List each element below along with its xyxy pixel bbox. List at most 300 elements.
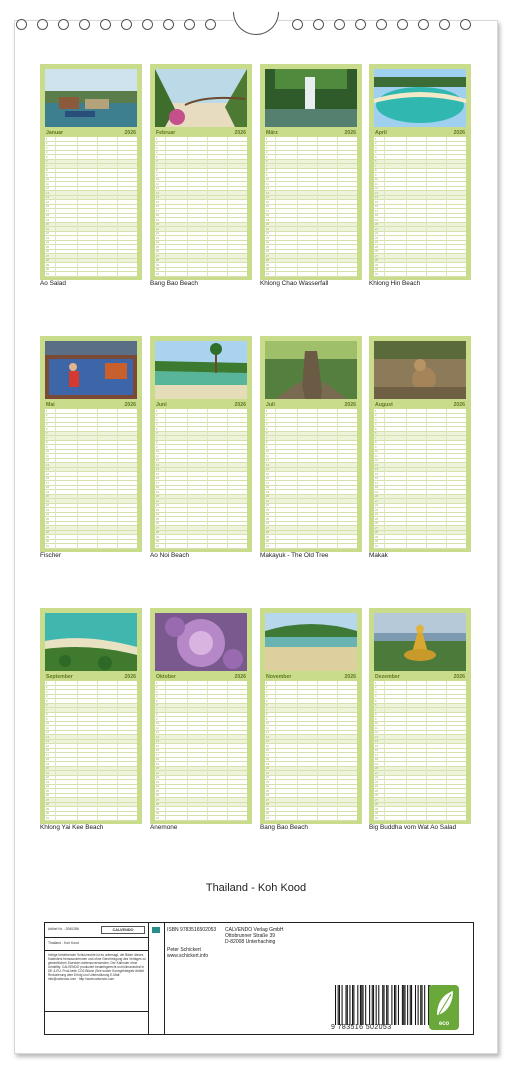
- day-row: 24: [155, 241, 247, 246]
- month-photo: [155, 341, 247, 399]
- day-row: 1: [45, 409, 137, 414]
- day-row: 31: [45, 272, 137, 277]
- day-row: 30: [155, 812, 247, 817]
- day-row: 14: [155, 468, 247, 473]
- month-header: [155, 672, 247, 681]
- spiral-binding: [0, 12, 512, 38]
- day-row: 8: [45, 713, 137, 718]
- brand-mark-icon: [152, 927, 160, 933]
- binding-ring: [397, 19, 408, 30]
- day-row: 18: [45, 214, 137, 219]
- publisher-city: D-82008 Unterhaching: [225, 939, 276, 945]
- day-row: 1: [155, 409, 247, 414]
- day-row: 22: [45, 232, 137, 237]
- day-row: 24: [374, 513, 466, 518]
- day-row: 26: [155, 794, 247, 799]
- day-row: 14: [45, 740, 137, 745]
- day-row: 23: [374, 780, 466, 785]
- day-row: 24: [155, 785, 247, 790]
- day-row: 23: [155, 780, 247, 785]
- day-row: 6: [374, 704, 466, 709]
- day-row: 20: [45, 767, 137, 772]
- day-row: 28: [45, 259, 137, 264]
- day-row: 16: [155, 477, 247, 482]
- day-row: 27: [265, 254, 357, 259]
- day-row: 2: [45, 414, 137, 419]
- day-row: 28: [45, 803, 137, 808]
- hanger-hook: [233, 12, 279, 35]
- brand-logo: [101, 926, 145, 934]
- day-row: 14: [374, 468, 466, 473]
- day-row: 4: [374, 695, 466, 700]
- day-row: 13: [155, 191, 247, 196]
- month-card: [260, 608, 362, 824]
- photo-caption: Big Buddha vom Wat Ao Salad: [369, 824, 457, 831]
- day-row: 15: [155, 472, 247, 477]
- day-row: 27: [265, 798, 357, 803]
- day-row: 12: [155, 459, 247, 464]
- month-year: 2026: [344, 673, 356, 680]
- binding-ring: [292, 19, 303, 30]
- month-photo: [265, 341, 357, 399]
- day-row: 5: [155, 427, 247, 432]
- day-row: 9: [265, 173, 357, 178]
- day-row: 4: [45, 423, 137, 428]
- day-row: 16: [45, 205, 137, 210]
- photo-caption: Makayuk - The Old Tree: [260, 552, 329, 559]
- product-line: Thailand - Koh Kood: [48, 941, 79, 945]
- day-row: 20: [265, 495, 357, 500]
- day-row: 6: [45, 704, 137, 709]
- day-row: 30: [265, 540, 357, 545]
- day-row: 14: [155, 196, 247, 201]
- day-row: 20: [155, 223, 247, 228]
- day-row: 26: [265, 250, 357, 255]
- day-row: 20: [374, 767, 466, 772]
- month-name: März: [266, 129, 278, 136]
- day-row: 4: [155, 423, 247, 428]
- day-row: 2: [265, 686, 357, 691]
- day-row: 19: [45, 218, 137, 223]
- day-row: 12: [155, 731, 247, 736]
- day-row: 7: [45, 436, 137, 441]
- day-planner-grid: [155, 137, 247, 277]
- day-row: 13: [265, 463, 357, 468]
- month-photo: [374, 341, 466, 399]
- month-card: [369, 336, 471, 552]
- day-row: 24: [45, 785, 137, 790]
- day-row: 19: [155, 490, 247, 495]
- photo-caption: Bang Bao Beach: [260, 824, 308, 831]
- day-row: 9: [265, 717, 357, 722]
- day-row: 17: [155, 209, 247, 214]
- day-row: 18: [155, 758, 247, 763]
- day-row: 19: [155, 218, 247, 223]
- publisher-block: [225, 927, 284, 945]
- day-row: 11: [374, 454, 466, 459]
- day-row: 19: [265, 762, 357, 767]
- day-row: 21: [374, 227, 466, 232]
- calendar-title: Thailand - Koh Kood: [205, 882, 307, 894]
- day-row: 3: [45, 690, 137, 695]
- month-photo: [45, 69, 137, 127]
- day-row: 26: [374, 522, 466, 527]
- day-row: 15: [45, 744, 137, 749]
- day-row: 5: [265, 427, 357, 432]
- binding-ring: [16, 19, 27, 30]
- month-header: [155, 400, 247, 409]
- day-row: 15: [45, 472, 137, 477]
- month-header: [374, 672, 466, 681]
- day-row: 1: [155, 681, 247, 686]
- day-row: 10: [45, 178, 137, 183]
- day-row: 16: [374, 477, 466, 482]
- binding-ring: [184, 19, 195, 30]
- day-row: 11: [155, 454, 247, 459]
- day-row: 4: [45, 151, 137, 156]
- day-row: 27: [45, 526, 137, 531]
- month-year: 2026: [234, 129, 246, 136]
- day-row: 23: [265, 508, 357, 513]
- day-row: 19: [45, 490, 137, 495]
- day-row: 12: [374, 731, 466, 736]
- month-photo: [265, 613, 357, 671]
- day-row: 26: [374, 794, 466, 799]
- photo-caption: Makak: [369, 552, 388, 559]
- author: Peter Schickert: [167, 947, 201, 953]
- day-row: 9: [265, 445, 357, 450]
- day-row: 16: [265, 749, 357, 754]
- day-row: 15: [374, 200, 466, 205]
- month-header: [155, 128, 247, 137]
- day-row: 24: [155, 513, 247, 518]
- day-row: 30: [265, 268, 357, 273]
- day-row: 9: [155, 717, 247, 722]
- day-row: 16: [265, 205, 357, 210]
- eco-badge: [429, 985, 459, 1030]
- month-header: [45, 128, 137, 137]
- day-row: 9: [45, 445, 137, 450]
- month-year: 2026: [453, 401, 465, 408]
- month-photo: [155, 69, 247, 127]
- day-row: 17: [45, 209, 137, 214]
- day-row: 5: [265, 155, 357, 160]
- day-row: 19: [265, 490, 357, 495]
- day-row: 29: [45, 807, 137, 812]
- product-info-footer: [44, 922, 474, 1035]
- day-row: 4: [265, 695, 357, 700]
- day-row: 12: [45, 459, 137, 464]
- day-planner-grid: [374, 681, 466, 821]
- day-row: 24: [265, 241, 357, 246]
- day-row: 22: [374, 504, 466, 509]
- day-row: 13: [155, 463, 247, 468]
- month-year: 2026: [453, 673, 465, 680]
- month-header: [265, 400, 357, 409]
- day-row: 18: [265, 214, 357, 219]
- day-row: 6: [45, 160, 137, 165]
- day-row: 7: [265, 164, 357, 169]
- photo-caption: Anemone: [150, 824, 178, 831]
- day-row: 6: [155, 432, 247, 437]
- legal-notice: Infolge bestehender Schutzrechte ist es untersagt, die Bilder dieses Kalenders herauszutrennen und ohne Genehmigung des Verlages zu gewerblichen Zwecken weiterzuverwenden. Der Kalender ohne Umstiftty. CALVENDO produziert bedarfsgerecht und klimaneutral in DE & EU. Prod-ketic CO2-Bilanz (See sucter Sonngehbegleir Artikel Reduzierung dem Erfolg und Unterstützung E-Mail: info@calvendo.com · http://www.calvendo.com: [48, 953, 146, 981]
- day-row: 26: [45, 794, 137, 799]
- month-card: [40, 608, 142, 824]
- day-row: 23: [265, 780, 357, 785]
- footer-spacer: [149, 923, 165, 1034]
- day-row: 2: [265, 414, 357, 419]
- day-row: 28: [155, 259, 247, 264]
- day-row: 9: [45, 717, 137, 722]
- month-card: [260, 336, 362, 552]
- day-row: 5: [155, 699, 247, 704]
- month-photo: [374, 69, 466, 127]
- day-row: 31: [45, 816, 137, 821]
- day-row: 21: [45, 499, 137, 504]
- day-row: 21: [374, 499, 466, 504]
- day-row: 16: [155, 749, 247, 754]
- month-header: [374, 128, 466, 137]
- day-row: 29: [155, 535, 247, 540]
- day-row: 1: [265, 681, 357, 686]
- month-year: 2026: [234, 401, 246, 408]
- day-row: 15: [265, 744, 357, 749]
- day-row: 28: [265, 803, 357, 808]
- day-row: 20: [155, 495, 247, 500]
- day-row: 22: [155, 776, 247, 781]
- day-row: 26: [374, 250, 466, 255]
- day-row: 21: [45, 771, 137, 776]
- month-year: 2026: [344, 129, 356, 136]
- day-row: 26: [265, 522, 357, 527]
- day-row: 22: [265, 232, 357, 237]
- day-row: 20: [374, 223, 466, 228]
- month-photo: [374, 613, 466, 671]
- author-website: www.schickert.info: [167, 953, 209, 959]
- day-row: 25: [374, 517, 466, 522]
- day-row: 29: [155, 263, 247, 268]
- day-row: 8: [155, 441, 247, 446]
- photo-caption: Fischer: [40, 552, 61, 559]
- day-row: 28: [155, 803, 247, 808]
- day-row: 29: [155, 807, 247, 812]
- day-row: 17: [45, 481, 137, 486]
- day-planner-grid: [265, 409, 357, 549]
- day-row: 19: [265, 218, 357, 223]
- day-planner-grid: [45, 409, 137, 549]
- day-row: 25: [155, 789, 247, 794]
- month-card: [150, 64, 252, 280]
- day-row: 14: [265, 468, 357, 473]
- day-planner-grid: [265, 137, 357, 277]
- day-row: 12: [265, 731, 357, 736]
- day-row: 7: [374, 436, 466, 441]
- month-card: [40, 64, 142, 280]
- day-row: 18: [155, 214, 247, 219]
- day-row: 27: [374, 798, 466, 803]
- day-planner-grid: [45, 137, 137, 277]
- day-row: 21: [265, 499, 357, 504]
- day-row: 10: [374, 450, 466, 455]
- day-row: 11: [45, 182, 137, 187]
- day-row: 3: [45, 418, 137, 423]
- day-row: 1: [374, 681, 466, 686]
- day-row: 20: [265, 767, 357, 772]
- day-row: 20: [45, 223, 137, 228]
- day-row: 24: [45, 241, 137, 246]
- binding-ring: [460, 19, 471, 30]
- day-row: 8: [45, 169, 137, 174]
- day-row: 3: [155, 418, 247, 423]
- day-row: 4: [155, 151, 247, 156]
- month-name: Dezember: [375, 673, 400, 680]
- day-row: 27: [155, 254, 247, 259]
- day-row: 2: [374, 686, 466, 691]
- day-row: 6: [374, 160, 466, 165]
- day-row: 3: [155, 146, 247, 151]
- day-row: 28: [155, 531, 247, 536]
- day-row: 8: [155, 713, 247, 718]
- day-row: 17: [265, 481, 357, 486]
- month-year: 2026: [344, 401, 356, 408]
- day-row: 25: [265, 789, 357, 794]
- day-row: 23: [265, 236, 357, 241]
- day-row: 7: [45, 164, 137, 169]
- day-row: 28: [374, 259, 466, 264]
- day-row: 11: [265, 726, 357, 731]
- day-row: 6: [265, 704, 357, 709]
- month-header: [265, 672, 357, 681]
- month-header: [45, 400, 137, 409]
- month-name: Juli: [266, 401, 275, 408]
- day-row: 19: [374, 490, 466, 495]
- day-row: 1: [265, 409, 357, 414]
- day-row: 13: [45, 191, 137, 196]
- day-row: 12: [155, 187, 247, 192]
- day-row: 7: [265, 436, 357, 441]
- day-row: 15: [155, 744, 247, 749]
- day-row: 19: [45, 762, 137, 767]
- day-row: 30: [374, 812, 466, 817]
- photo-caption: Khlong Chao Wasserfall: [260, 280, 329, 287]
- day-row: 31: [155, 816, 247, 821]
- binding-ring: [355, 19, 366, 30]
- day-row: 4: [374, 423, 466, 428]
- day-row: 13: [374, 463, 466, 468]
- day-row: 30: [45, 812, 137, 817]
- day-row: 1: [374, 137, 466, 142]
- day-row: 8: [265, 169, 357, 174]
- day-row: 22: [374, 776, 466, 781]
- day-row: 4: [155, 695, 247, 700]
- month-name: Januar: [46, 129, 64, 136]
- day-row: 2: [45, 142, 137, 147]
- month-photo: [45, 341, 137, 399]
- day-row: 30: [45, 268, 137, 273]
- day-row: 18: [265, 486, 357, 491]
- day-row: 29: [45, 263, 137, 268]
- day-row: 7: [374, 708, 466, 713]
- day-row: 25: [265, 245, 357, 250]
- day-row: 4: [374, 151, 466, 156]
- day-row: 31: [265, 272, 357, 277]
- day-row: 21: [45, 227, 137, 232]
- day-row: 2: [265, 142, 357, 147]
- day-row: 21: [155, 771, 247, 776]
- day-row: 5: [265, 699, 357, 704]
- day-row: 6: [155, 704, 247, 709]
- day-row: 22: [265, 504, 357, 509]
- publisher-name: CALVENDO Verlag GmbH: [225, 927, 284, 933]
- day-row: 10: [45, 722, 137, 727]
- day-row: 30: [265, 812, 357, 817]
- day-row: 10: [265, 178, 357, 183]
- day-row: 26: [155, 250, 247, 255]
- day-row: 15: [265, 200, 357, 205]
- month-photo: [155, 613, 247, 671]
- day-row: 9: [45, 173, 137, 178]
- day-row: 1: [45, 137, 137, 142]
- day-row: 16: [45, 749, 137, 754]
- day-row: 9: [374, 717, 466, 722]
- month-year: 2026: [453, 129, 465, 136]
- day-planner-grid: [374, 409, 466, 549]
- day-row: 17: [374, 481, 466, 486]
- binding-ring: [418, 19, 429, 30]
- day-row: 30: [374, 268, 466, 273]
- day-row: 15: [45, 200, 137, 205]
- day-row: 27: [45, 798, 137, 803]
- day-row: 7: [155, 708, 247, 713]
- day-row: 20: [265, 223, 357, 228]
- binding-ring: [121, 19, 132, 30]
- day-row: 11: [265, 454, 357, 459]
- day-row: 13: [155, 735, 247, 740]
- day-row: 20: [155, 767, 247, 772]
- day-row: 10: [374, 178, 466, 183]
- day-row: 16: [265, 477, 357, 482]
- day-row: 15: [155, 200, 247, 205]
- day-row: 23: [155, 508, 247, 513]
- day-row: 3: [265, 146, 357, 151]
- publisher-street: Ottobrunner Straße 39: [225, 933, 276, 939]
- day-row: 29: [265, 535, 357, 540]
- day-row: 7: [265, 708, 357, 713]
- day-row: 16: [374, 749, 466, 754]
- brand-name: CALVENDO: [112, 928, 134, 932]
- day-row: 29: [265, 263, 357, 268]
- day-row: 31: [155, 272, 247, 277]
- binding-ring: [79, 19, 90, 30]
- day-row: 25: [265, 517, 357, 522]
- day-row: 29: [45, 535, 137, 540]
- day-row: 22: [265, 776, 357, 781]
- day-row: 11: [45, 726, 137, 731]
- day-row: 28: [45, 531, 137, 536]
- barcode-number: 9 783516 502053: [331, 1024, 392, 1031]
- day-row: 10: [374, 722, 466, 727]
- day-row: 4: [265, 151, 357, 156]
- day-row: 12: [45, 187, 137, 192]
- day-row: 31: [265, 816, 357, 821]
- month-card: [40, 336, 142, 552]
- day-row: 14: [265, 740, 357, 745]
- binding-ring: [163, 19, 174, 30]
- day-row: 13: [45, 463, 137, 468]
- day-row: 23: [155, 236, 247, 241]
- day-row: 17: [374, 209, 466, 214]
- day-row: 3: [374, 146, 466, 151]
